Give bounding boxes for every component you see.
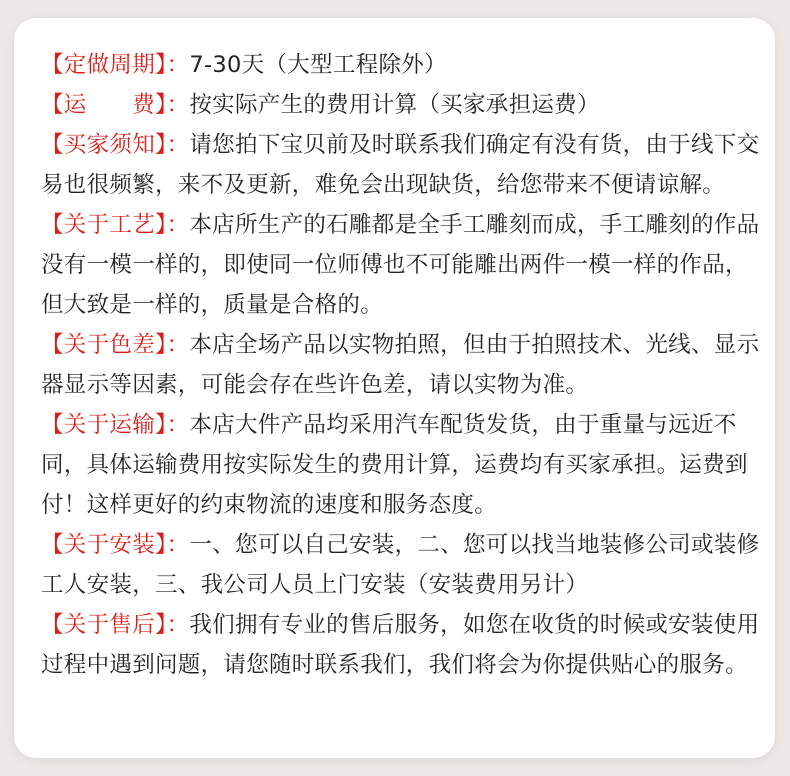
policy-card [14, 18, 775, 758]
entry-label: 【关于运输】 [41, 412, 167, 438]
entry-separator: ： [166, 212, 190, 238]
entry-text: 按实际产生的费用计算（买家承担运费） [189, 92, 600, 118]
entry-label: 【运 费】 [41, 92, 167, 118]
entry-installation [41, 525, 761, 605]
entry-delivery-period [41, 45, 761, 85]
entry-after-sales [41, 605, 761, 685]
entry-buyer-notice [41, 125, 761, 205]
entry-text: 7-30天（大型工程除外） [189, 52, 447, 78]
entry-shipping-fee [41, 85, 761, 125]
entry-text: 请您拍下宝贝前及时联系我们确定有没有货，由于线下交易也很频繁，来不及更新，难免会出现缺货，给您带来不便请谅解。 [41, 132, 760, 198]
entry-text: 本店大件产品均采用汽车配货发货，由于重量与远近不同，具体运输费用按实际发生的费用计算，运费均有买家承担。运费到付！这样更好的约束物流的速度和服务态度。 [41, 412, 748, 518]
entry-label: 【关于售后】 [41, 612, 167, 638]
entry-text: 一、您可以自己安装，二、您可以找当地装修公司或装修工人安装，三、我公司人员上门安装（安装费用另计） [41, 532, 760, 598]
entry-text: 本店所生产的石雕都是全手工雕刻而成，手工雕刻的作品没有一模一样的，即使同一位师傅也不可能雕出两件一模一样的作品，但大致是一样的，质量是合格的。 [41, 212, 760, 318]
entry-color-difference [41, 325, 761, 405]
entry-text: 我们拥有专业的售后服务，如您在收货的时候或安装使用过程中遇到问题，请您随时联系我们，我们将会为你提供贴心的服务。 [41, 612, 760, 678]
entry-separator: ： [166, 332, 190, 358]
entry-separator: ： [166, 612, 190, 638]
entry-separator: ： [166, 92, 190, 118]
entry-separator: ： [166, 132, 190, 158]
entry-label: 【关于色差】 [41, 332, 167, 358]
entry-text: 本店全场产品以实物拍照，但由于拍照技术、光线、显示器显示等因素，可能会存在些许色差，请以实物为准。 [41, 332, 760, 398]
entry-label: 【关于安装】 [41, 532, 167, 558]
entry-separator: ： [166, 412, 190, 438]
entry-label: 【关于工艺】 [41, 212, 167, 238]
entry-transport [41, 405, 761, 525]
entry-separator: ： [166, 52, 190, 78]
entry-craftsmanship [41, 205, 761, 325]
entry-label: 【买家须知】 [41, 132, 167, 158]
entry-label: 【定做周期】 [41, 52, 167, 78]
entry-separator: ： [166, 532, 190, 558]
